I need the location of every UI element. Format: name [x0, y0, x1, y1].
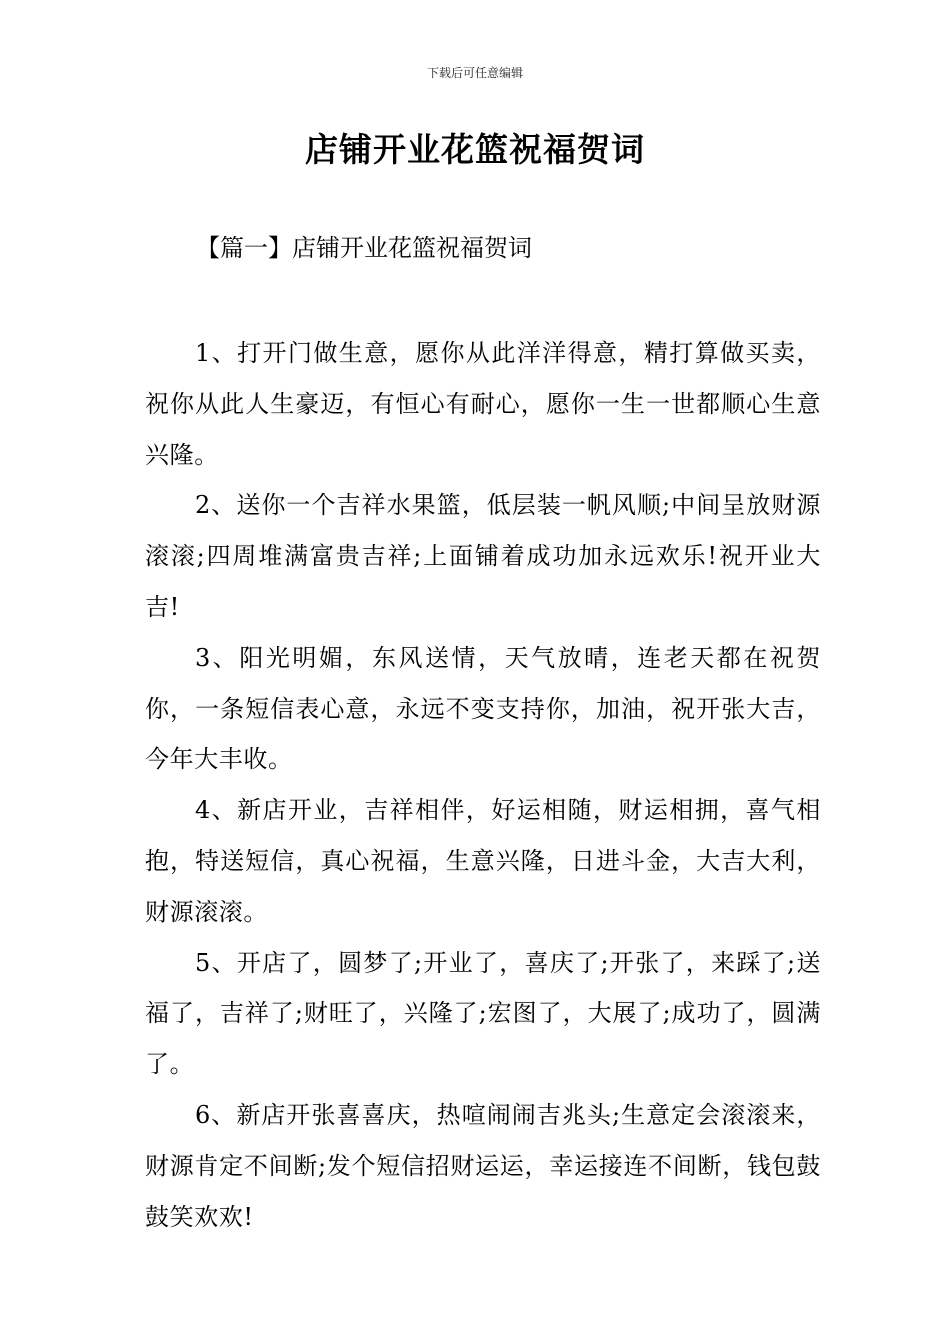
- paragraph-1: 1、打开门做生意，愿你从此洋洋得意，精打算做买卖，祝你从此人生豪迈，有恒心有耐心，愿你一生一世都顺心生意兴隆。: [145, 339, 821, 469]
- header-note: 下载后可任意编辑: [426, 66, 523, 80]
- document-body: [145, 328, 821, 1242]
- paragraph-6: 6、新店开张喜喜庆，热喧闹闹吉兆头;生意定会滚滚来，财源肯定不间断;发个短信招财运运，幸运接连不间断，钱包鼓鼓笑欢欢!: [145, 1100, 821, 1231]
- paragraph-5: 5、开店了，圆梦了;开业了，喜庆了;开张了，来踩了;送福了，吉祥了;财旺了，兴隆了;宏图了，大展了;成功了，圆满了。: [145, 948, 821, 1079]
- paragraph-4: 4、新店开业，吉祥相伴，好运相随，财运相拥，喜气相抱，特送短信，真心祝福，生意兴隆，日进斗金，大吉大利，财源滚滚。: [145, 796, 821, 926]
- section-heading: 【篇一】店铺开业花篮祝福贺词: [196, 234, 532, 262]
- document-title: 店铺开业花篮祝福贺词: [305, 130, 645, 169]
- paragraph-3: 3、阳光明媚，东风送情，天气放晴，连老天都在祝贺你，一条短信表心意，永远不变支持你，加油，祝开张大吉，今年大丰收。: [145, 643, 821, 774]
- paragraph-2: 2、送你一个吉祥水果篮，低层装一帆风顺;中间呈放财源滚滚;四周堆满富贵吉祥;上面铺着成功加永远欢乐!祝开业大吉!: [145, 491, 821, 621]
